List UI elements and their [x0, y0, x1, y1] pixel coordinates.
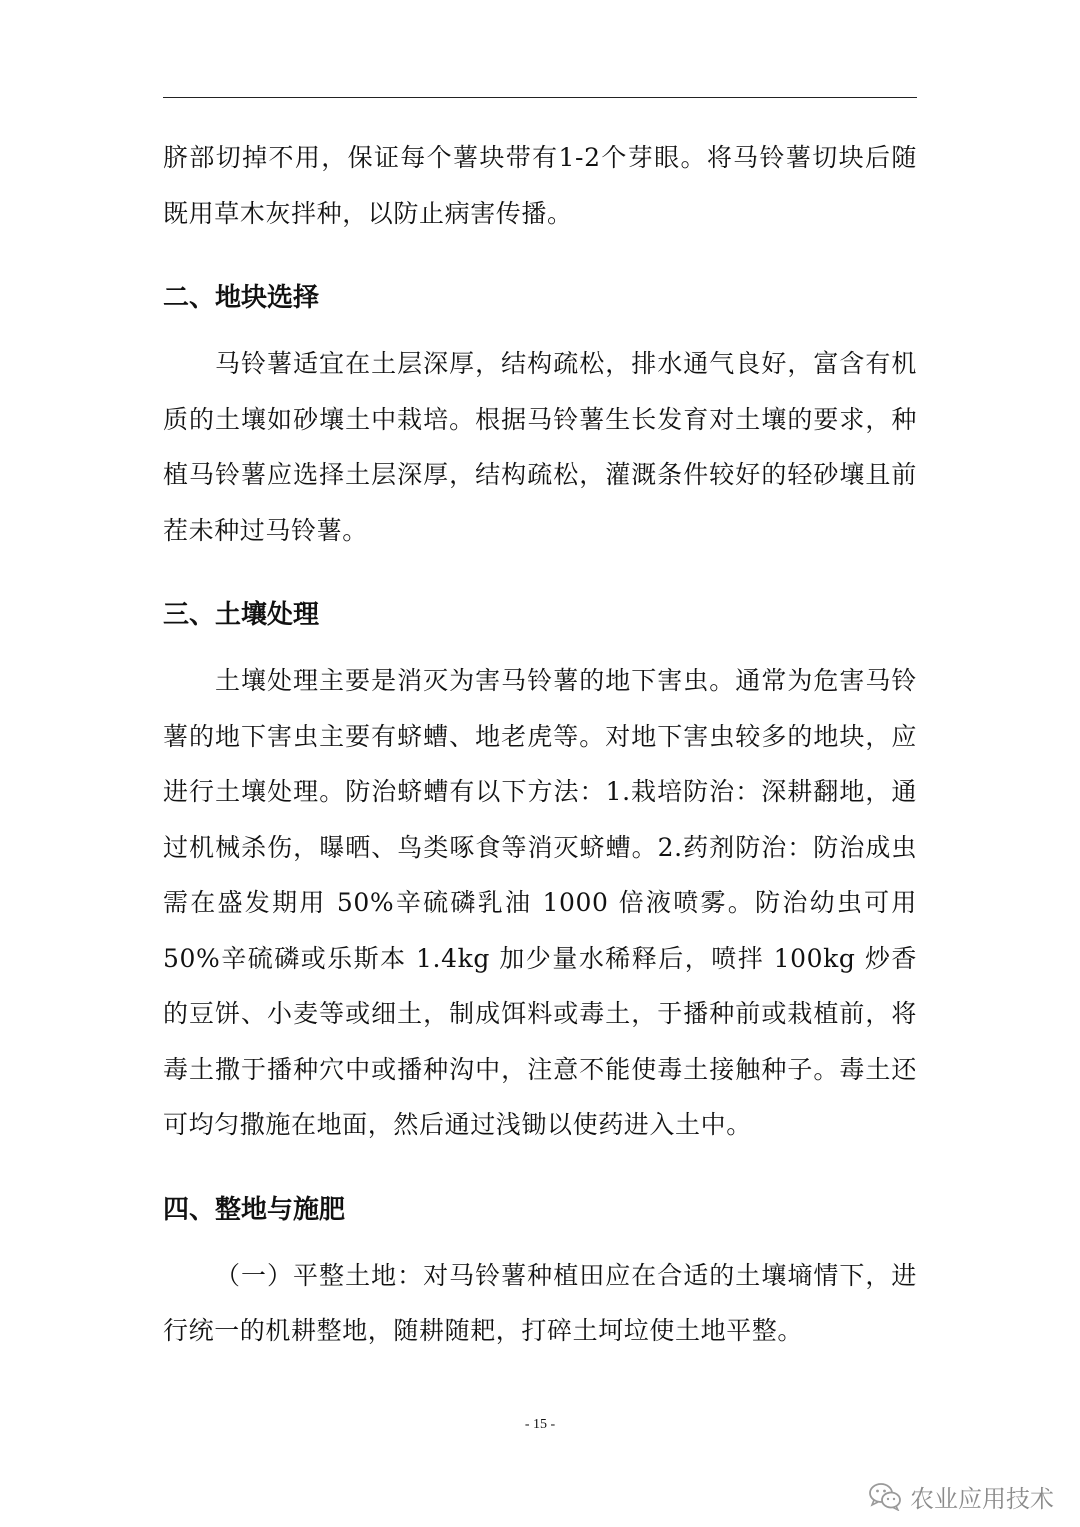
paragraph-continuation: 脐部切掉不用，保证每个薯块带有1-2个芽眼。将马铃薯切块后随既用草木灰拌种，以防止病害传播。 — [163, 143, 917, 228]
watermark — [868, 1476, 1054, 1516]
section-heading-soil-treatment: 三、土壤处理 — [163, 600, 320, 630]
page-number: - 15 - — [524, 1417, 556, 1432]
wechat-icon — [868, 1481, 902, 1511]
paragraph-plot-selection: 马铃薯适宜在土层深厚，结构疏松，排水通气良好，富含有机质的土壤如砂壤土中栽培。根据马铃薯生长发育对土壤的要求，种植马铃薯应选择土层深厚，结构疏松，灌溉条件较好的轻砂壤且前茬未种过马铃薯。 — [163, 349, 917, 545]
paragraph-soil-treatment: 土壤处理主要是消灭为害马铃薯的地下害虫。通常为危害马铃薯的地下害虫主要有蛴螬、地老虎等。对地下害虫较多的地块，应进行土壤处理。防治蛴螬有以下方法：1.栽培防治：深耕翻地，通过机械杀伤，曝晒、鸟类啄食等消灭蛴螬。2.药剂防治：防治成虫需在盛发期用 50%辛硫磷乳油 1000 倍液喷雾。防治幼虫可用 50%辛硫磷或乐斯本 1.4kg 加少量水稀释后，喷拌 100kg 炒香的豆饼、小麦等或细土，制成饵料或毒土，于播种前或栽植前，将毒土撒于播种穴中或播种沟中，注意不能使毒土接触种子。毒土还可均匀撒施在地面，然后通过浅锄以使药进入土中。 — [163, 666, 917, 1139]
section-heading-plot-selection: 二、地块选择 — [163, 283, 320, 313]
watermark-text: 农业应用技术 — [910, 1484, 1054, 1513]
section-heading-land-prep: 四、整地与施肥 — [163, 1194, 346, 1225]
header-rule — [163, 97, 917, 98]
paragraph-land-leveling: （一）平整土地：对马铃薯种植田应在合适的土壤墒情下，进行统一的机耕整地，随耕随耙，打碎土坷垃使土地平整。 — [163, 1260, 917, 1345]
document-body — [163, 130, 917, 1359]
